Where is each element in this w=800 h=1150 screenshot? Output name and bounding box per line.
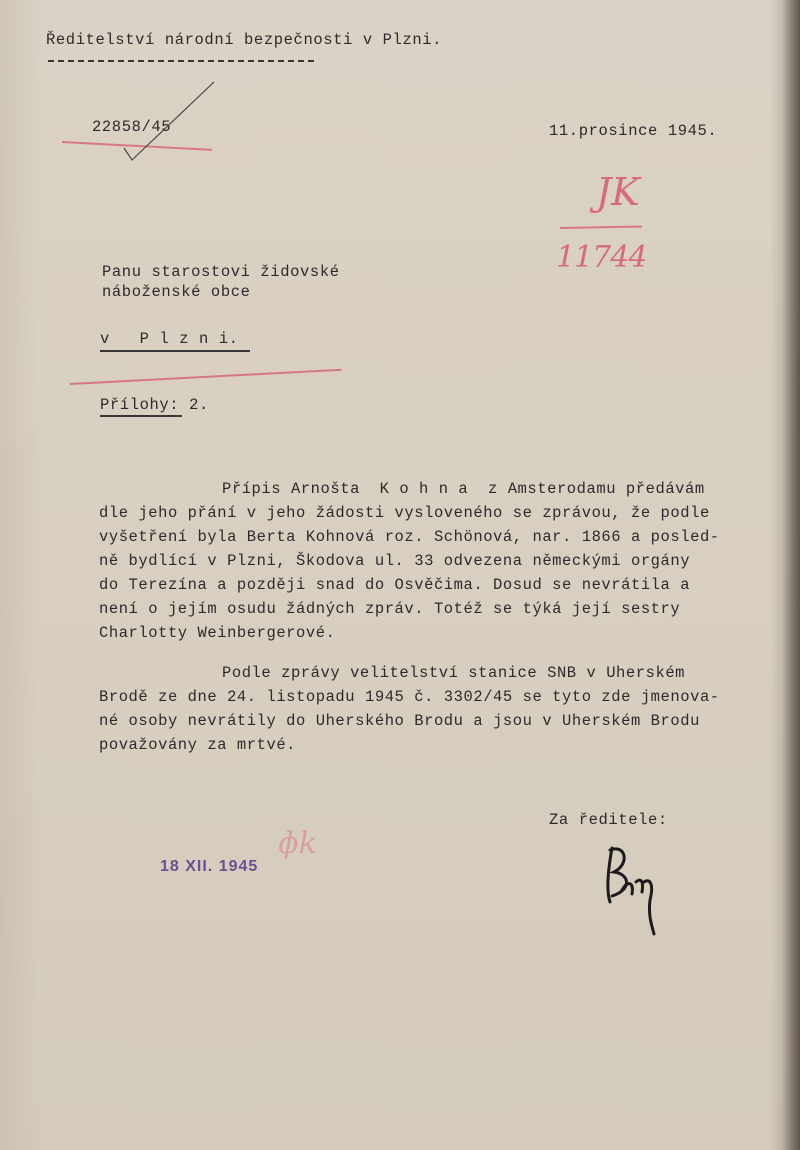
paragraph-1-line-7: Charlotty Weinbergerové. (99, 624, 336, 642)
recipient-city-underline (100, 350, 250, 352)
handwritten-number: 11744 (556, 240, 647, 275)
paragraph-1-line-1: Přípis Arnošta K o h n a z Amsterodamu předávám (222, 480, 705, 498)
stamp-initials-mark: ɸk (278, 826, 317, 861)
date-received-stamp: 18 XII. 1945 (160, 858, 259, 875)
letterhead-underline (48, 60, 314, 62)
handwritten-initials: JK (596, 170, 640, 214)
pencil-check-mark (110, 78, 220, 168)
pencil-underline-initials (560, 226, 642, 229)
closing-line: Za ředitele: (549, 811, 668, 829)
attachments-underline (100, 415, 182, 417)
reference-number: 22858/45 (92, 118, 172, 136)
paragraph-1-line-4: ně bydlící v Plzni, Škodova ul. 33 odvezena německými orgány (99, 552, 691, 570)
letterhead: Ředitelství národní bezpečnosti v Plzni. (46, 31, 443, 49)
paragraph-2-line-4: považovány za mrtvé. (99, 736, 297, 754)
paragraph-2-line-2: Brodě ze dne 24. listopadu 1945 č. 3302/45 se tyto zde jmenova- (99, 688, 720, 706)
recipient-line-2: náboženské obce (102, 283, 251, 301)
handwritten-signature (596, 830, 666, 940)
paragraph-1-line-3: vyšetření byla Berta Kohnová roz. Schönová, nar. 1866 a posled- (99, 528, 720, 546)
paragraph-2-line-1: Podle zprávy velitelství stanice SNB v Uherském (222, 664, 686, 682)
attachments-line: Přílohy: 2. (100, 396, 209, 414)
pencil-stroke-recipient (70, 369, 342, 385)
letter-date: 11.prosince 1945. (549, 122, 718, 140)
paragraph-1-line-6: není o jejím osudu žádných zpráv. Totéž se týká její sestry (99, 600, 681, 618)
paragraph-1-line-2: dle jeho přání v jeho žádosti vysloveného se zprávou, že podle (99, 504, 710, 522)
page-edge-shadow (782, 0, 800, 1150)
paragraph-1-line-5: do Terezína a později snad do Osvěčima. Dosud se nevrátila a (99, 576, 691, 594)
paragraph-2-line-3: né osoby nevrátily do Uherského Brodu a jsou v Uherském Brodu (99, 712, 700, 730)
recipient-city: v P l z n i. (100, 330, 239, 348)
recipient-line-1: Panu starostovi židovské (102, 263, 340, 281)
